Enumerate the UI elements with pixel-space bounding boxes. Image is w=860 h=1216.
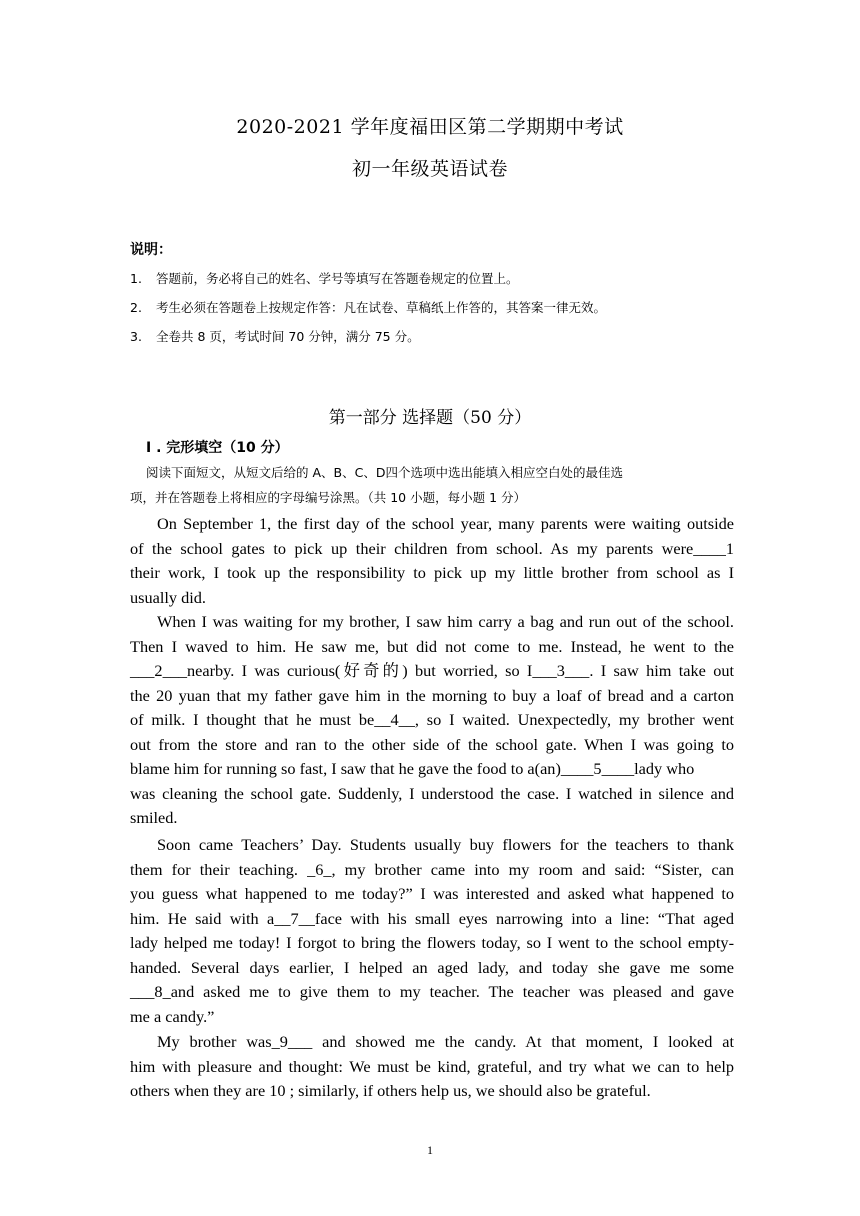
passage-line: of the school gates to pick up their children from school. As my parents were____1 bbox=[130, 538, 734, 558]
exam-subtitle: 初一年级英语试卷 bbox=[351, 158, 508, 180]
passage-line: smiled. bbox=[130, 808, 178, 827]
instruction-text: 答题前，务必将自己的姓名、学号等填写在答题卷规定的位置上。 bbox=[156, 271, 519, 286]
instruction-number: 1. bbox=[130, 271, 142, 286]
passage-paragraph-1 bbox=[130, 512, 734, 610]
passage-paragraph-2 bbox=[130, 610, 734, 831]
passage-line: blame him for running so fast, I saw that he gave the food to a(an)____5____lady who bbox=[130, 759, 695, 778]
passage-line: him. He said with a__7__face with his small eyes narrowing into a line: “That aged bbox=[130, 908, 734, 928]
section-instructions-line: 阅读下面短文，从短文后给的 A、B、C、D四个选项中选出能填入相应空白处的最佳选 bbox=[146, 465, 623, 480]
exam-title: 2020-2021 学年度福田区第二学期期中考试 bbox=[236, 116, 624, 138]
passage-line: you guess what happened to me today?” I was interested and asked what happened to bbox=[130, 884, 734, 903]
instruction-text: 全卷共 8 页，考试时间 70 分钟，满分 75 分。 bbox=[156, 329, 420, 344]
instruction-number: 3. bbox=[130, 329, 142, 344]
passage-line: him with pleasure and thought: We must be kind, grateful, and try what we can to help bbox=[130, 1056, 734, 1076]
passage-line: handed. Several days earlier, I helped an aged lady, and today she gave me some bbox=[130, 957, 734, 977]
instruction-number: 2. bbox=[130, 300, 142, 315]
passage-line: When I was waiting for my brother, I saw him carry a bag and run out of the school. bbox=[157, 612, 734, 631]
passage-line: me a candy.” bbox=[130, 1006, 215, 1026]
passage-line: of milk. I thought that he must be__4__, so I waited. Unexpectedly, my brother went bbox=[130, 710, 734, 729]
passage-line: others when they are 10 ; similarly, if others help us, we should also be grateful. bbox=[130, 1081, 651, 1100]
section-instructions-line: 项，并在答题卷上将相应的字母编号涂黑。（共 10 小题，每小题 1 分） bbox=[130, 490, 527, 505]
passage-line: their work, I took up the responsibility to pick up my little brother from school as I bbox=[130, 563, 734, 582]
passage-line: usually did. bbox=[130, 587, 206, 607]
passage-line: lady helped me today! I forgot to bring the flowers today, so I went to the school empty- bbox=[130, 933, 734, 952]
passage-paragraph-3 bbox=[130, 833, 734, 1029]
instruction-item bbox=[130, 327, 420, 345]
instruction-item bbox=[130, 298, 606, 316]
page-number: 1 bbox=[427, 1143, 433, 1157]
passage-paragraph-4 bbox=[130, 1030, 734, 1104]
section-heading: I . 完形填空（10 分） bbox=[146, 440, 289, 456]
instruction-text: 考生必须在答题卷上按规定作答：凡在试卷、草稿纸上作答的，其答案一律无效。 bbox=[156, 300, 607, 315]
passage-line: the 20 yuan that my father gave him in the morning to buy a loaf of bread and a carton bbox=[130, 685, 734, 705]
part-title: 第一部分 选择题（50 分） bbox=[328, 408, 532, 428]
instructions-heading: 说明： bbox=[130, 242, 172, 258]
passage-line: My brother was_9___ and showed me the candy. At that moment, I looked at bbox=[157, 1032, 734, 1051]
passage-line: Then I waved to him. He saw me, but did not come to me. Instead, he went to the bbox=[130, 636, 734, 656]
passage-line: out from the store and ran to the other side of the school gate. When I was going to bbox=[130, 734, 734, 754]
passage-line: them for their teaching. _6_, my brother came into my room and said: “Sister, can bbox=[130, 859, 734, 879]
passage-line: On September 1, the first day of the school year, many parents were waiting outside bbox=[157, 514, 734, 533]
passage-line: was cleaning the school gate. Suddenly, I understood the case. I watched in silence and bbox=[130, 783, 734, 803]
passage-line: Soon came Teachers’ Day. Students usually buy flowers for the teachers to thank bbox=[157, 835, 734, 854]
passage-line: ___2___nearby. I was curious(好奇的) but worried, so I___3___. I saw him take out bbox=[130, 661, 734, 680]
instruction-item bbox=[130, 269, 519, 287]
passage-line: ___8_and asked me to give them to my teacher. The teacher was pleased and gave bbox=[130, 982, 734, 1001]
